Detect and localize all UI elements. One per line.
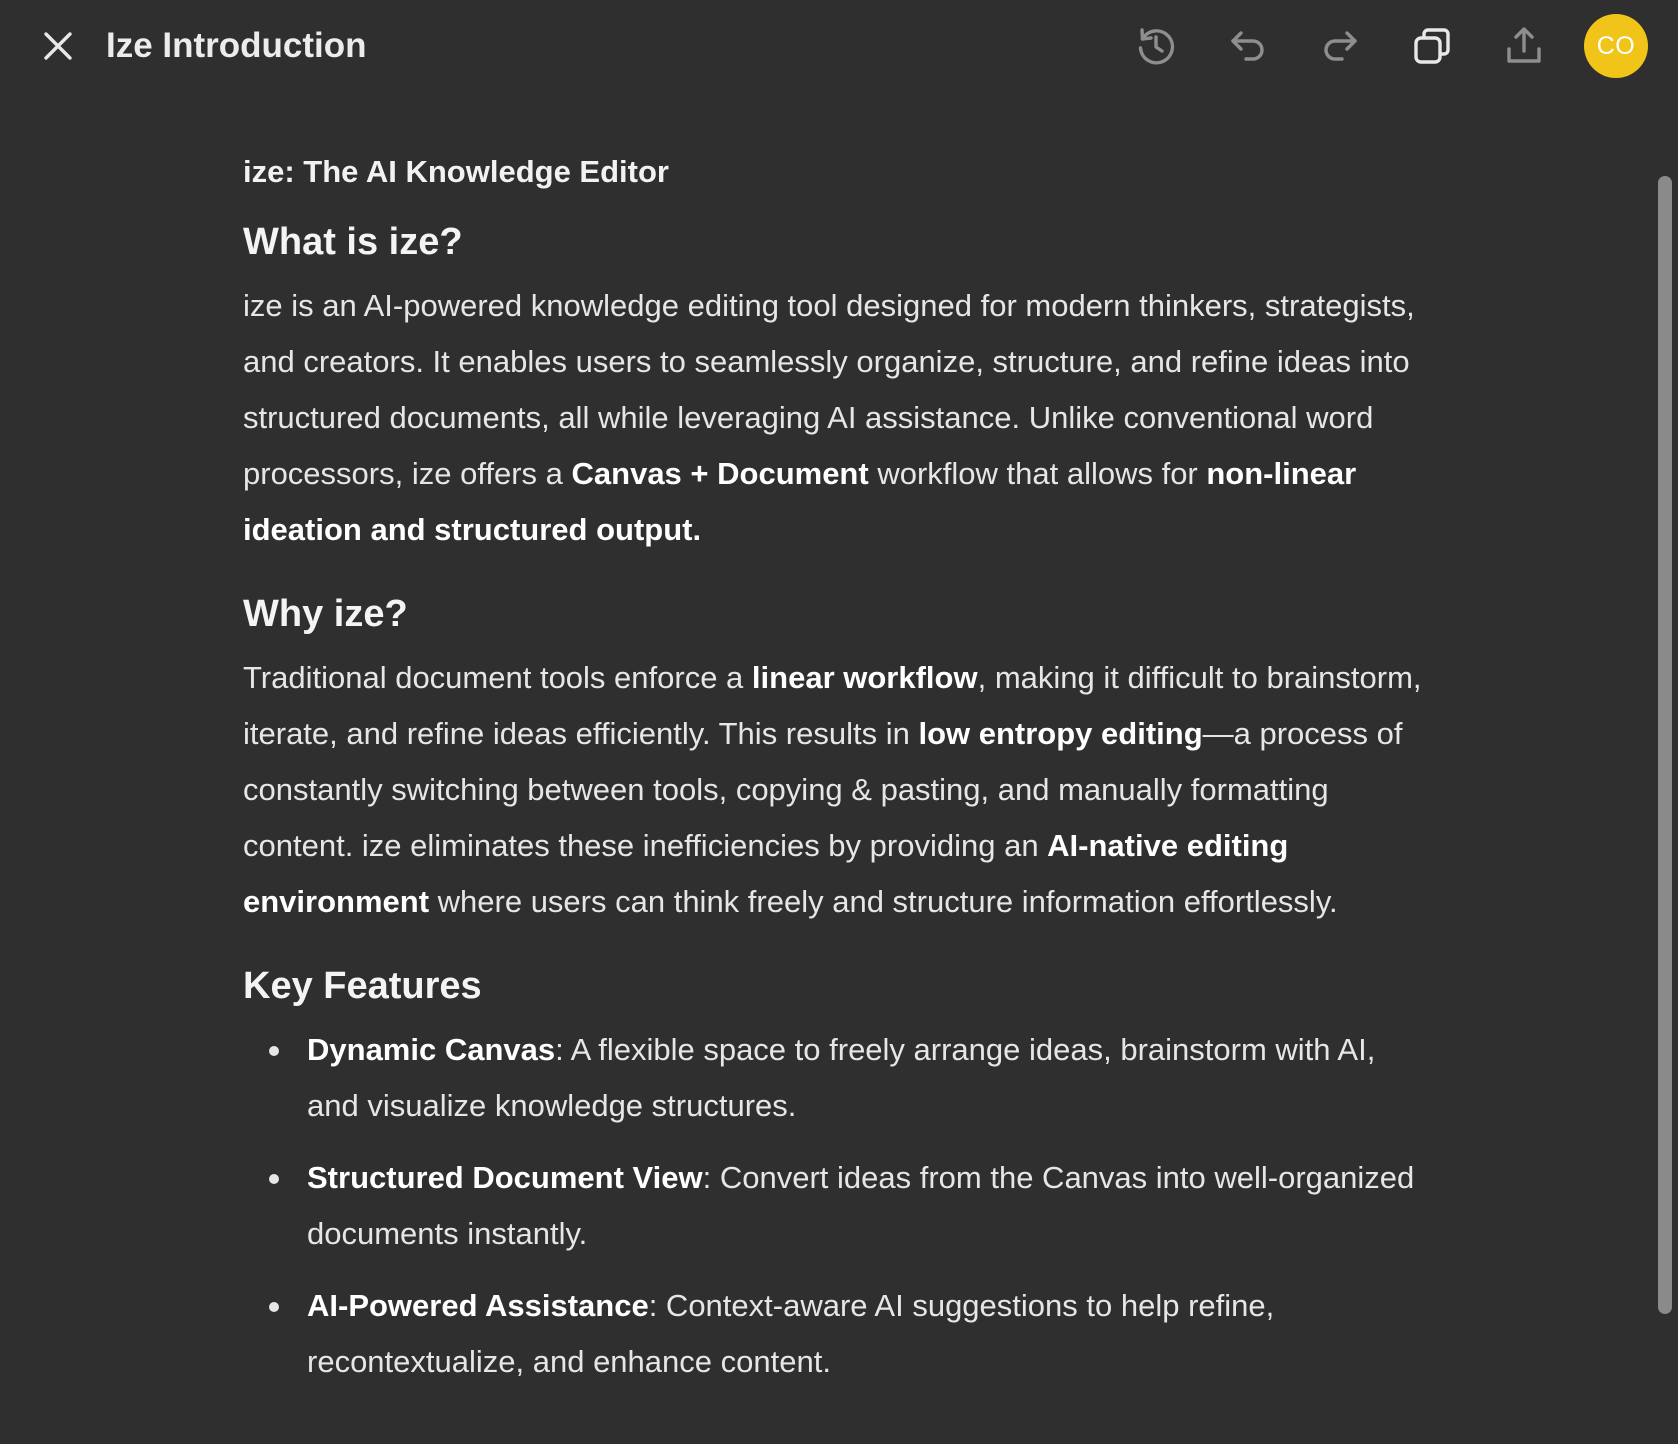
history-button[interactable]: [1132, 22, 1180, 70]
top-toolbar: [0, 0, 1678, 92]
share-icon: [1502, 24, 1546, 68]
section-heading: Why ize?: [243, 593, 408, 635]
undo-icon: [1226, 24, 1270, 68]
close-button[interactable]: [36, 24, 80, 68]
share-button[interactable]: [1500, 22, 1548, 70]
close-icon: [41, 29, 75, 63]
section-heading: Key Features: [243, 965, 482, 1007]
list-item: Structured Document View: Convert ideas from the Canvas into well-organized documents instantly.: [307, 1150, 1423, 1262]
undo-button[interactable]: [1224, 22, 1272, 70]
list-item: Dynamic Canvas: A flexible space to freely arrange ideas, brainstorm with AI, and visualize knowledge structures.: [307, 1022, 1423, 1134]
redo-button[interactable]: [1316, 22, 1364, 70]
document-title: Ize Introduction: [106, 26, 367, 65]
list-item: AI-Powered Assistance: Context-aware AI suggestions to help refine, recontextualize, and enhance content.: [307, 1278, 1423, 1390]
duplicate-button[interactable]: [1408, 22, 1456, 70]
section-heading: What is ize?: [243, 221, 463, 263]
paragraph: Traditional document tools enforce a linear workflow, making it difficult to brainstorm, iterate, and refine ideas efficiently. This results in low entropy editing—a process of constantly switching between tools, copying & pasting, and manually formatting content. ize eliminates these inefficiencies by providing an AI-native editing environment where users can think freely and structure information effortlessly.: [243, 660, 1422, 919]
history-icon: [1134, 24, 1178, 68]
document-body[interactable]: [243, 150, 1423, 1406]
doc-main-title: ize: The AI Knowledge Editor: [243, 154, 669, 189]
duplicate-icon: [1410, 24, 1454, 68]
redo-icon: [1318, 24, 1362, 68]
feature-list: [243, 1022, 1423, 1390]
paragraph: ize is an AI-powered knowledge editing tool designed for modern thinkers, strategists, and creators. It enables users to seamlessly organize, structure, and refine ideas into structured documents, all while leveraging AI assistance. Unlike conventional word processors, ize offers a Canvas + Document workflow that allows for non-linear ideation and structured output.: [243, 288, 1415, 547]
avatar[interactable]: CO: [1584, 14, 1648, 78]
scrollbar-thumb[interactable]: [1658, 176, 1672, 1314]
